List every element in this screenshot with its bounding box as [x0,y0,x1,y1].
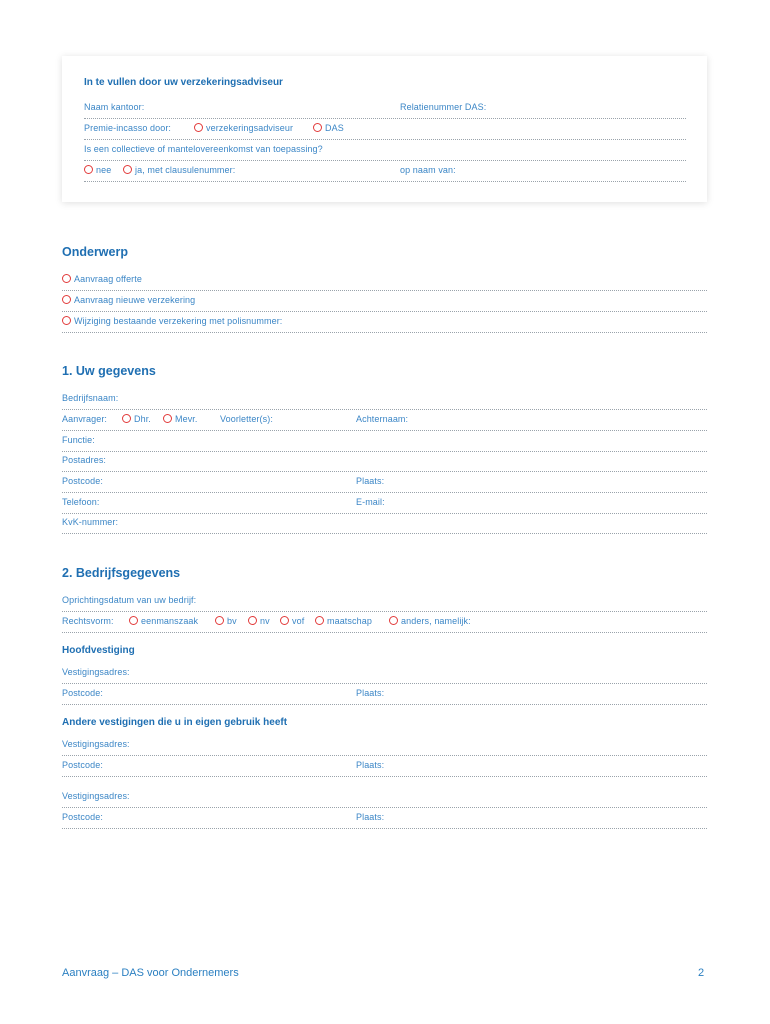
radio-circle-icon[interactable] [315,616,324,625]
row-clausule [84,161,686,182]
option-bv[interactable]: bv [215,616,237,626]
row-wijziging-verzekering [62,312,707,333]
andere-vestigingsadres-2-field[interactable]: Vestigingsadres: [62,791,130,801]
row-aanvraag-offerte [62,270,707,291]
row-naam-kantoor [84,98,686,119]
radio-circle-icon[interactable] [163,414,172,423]
achternaam-field[interactable]: Achternaam: [356,414,409,424]
advisor-box [62,56,707,202]
andere-plaats-2-field[interactable]: Plaats: [356,812,385,822]
andere-plaats-1-field[interactable]: Plaats: [356,760,385,770]
radio-circle-icon[interactable] [129,616,138,625]
op-naam-van-field[interactable]: op naam van: [400,165,456,175]
row-andere-vestigingsadres-2 [62,787,707,808]
radio-circle-icon[interactable] [215,616,224,625]
option-das[interactable]: DAS [313,123,344,133]
row-oprichtingsdatum [62,591,707,612]
row-telefoon-email [62,493,707,514]
radio-circle-icon[interactable] [313,123,322,132]
functie-field[interactable]: Functie: [62,435,95,445]
option-aanvraag-offerte[interactable]: Aanvraag offerte [62,274,142,284]
row-andere-vestigingsadres-1 [62,735,707,756]
hoofd-postcode-field[interactable]: Postcode: [62,688,103,698]
bedrijfsnaam-field[interactable]: Bedrijfsnaam: [62,393,119,403]
row-aanvraag-nieuwe-verzekering [62,291,707,312]
postcode-field[interactable]: Postcode: [62,476,103,486]
option-dhr[interactable]: Dhr. [122,414,151,424]
andere-vestigingsadres-1-field[interactable]: Vestigingsadres: [62,739,130,749]
postadres-field[interactable]: Postadres: [62,455,107,465]
radio-circle-icon[interactable] [84,165,93,174]
row-andere-postcode-plaats-1 [62,756,707,777]
option-aanvraag-nieuwe-verzekering[interactable]: Aanvraag nieuwe verzekering [62,295,195,305]
plaats-field[interactable]: Plaats: [356,476,385,486]
checkbox-circle-icon[interactable] [62,295,71,304]
row-aanvrager [62,410,707,431]
section-title-uw-gegevens: 1. Uw gegevens [62,364,156,378]
option-verzekeringsadviseur[interactable]: verzekeringsadviseur [194,123,293,133]
relatienummer-field[interactable]: Relatienummer DAS: [400,102,487,112]
row-functie [62,431,707,452]
kvk-field[interactable]: KvK-nummer: [62,517,119,527]
option-vof[interactable]: vof [280,616,304,626]
row-collectief [84,140,686,161]
radio-circle-icon[interactable] [248,616,257,625]
option-eenmanszaak[interactable]: eenmanszaak [129,616,198,626]
hoofd-plaats-field[interactable]: Plaats: [356,688,385,698]
checkbox-circle-icon[interactable] [62,274,71,283]
radio-circle-icon[interactable] [123,165,132,174]
row-hoofd-vestigingsadres [62,663,707,684]
option-nee[interactable]: nee [84,165,111,175]
row-rechtsvorm [62,612,707,633]
premie-incasso-label: Premie-incasso door: [84,123,172,133]
row-postadres [62,451,707,472]
option-mevr[interactable]: Mevr. [163,414,198,424]
section-title-bedrijfsgegevens: 2. Bedrijfsgegevens [62,566,181,580]
option-anders[interactable]: anders, namelijk: [389,616,471,626]
andere-postcode-2-field[interactable]: Postcode: [62,812,103,822]
radio-circle-icon[interactable] [280,616,289,625]
row-premie-incasso [84,119,686,140]
hoofd-vestigingsadres-field[interactable]: Vestigingsadres: [62,667,130,677]
page-number: 2 [698,967,705,979]
option-ja-clausulenummer[interactable]: ja, met clausulenummer: [123,165,235,175]
radio-circle-icon[interactable] [122,414,131,423]
aanvrager-label: Aanvrager: [62,414,108,424]
checkbox-circle-icon[interactable] [62,316,71,325]
andere-postcode-1-field[interactable]: Postcode: [62,760,103,770]
row-postcode-plaats [62,472,707,493]
voorletters-field[interactable]: Voorletter(s): [220,414,273,424]
collectief-question: Is een collectieve of mantelovereenkomst van toepassing? [84,144,323,154]
sub-title-hoofdvestiging: Hoofdvestiging [62,645,135,656]
section-title-onderwerp: Onderwerp [62,245,128,259]
naam-kantoor-field[interactable]: Naam kantoor: [84,102,145,112]
advisor-box-title: In te vullen door uw verzekeringsadviseur [84,77,283,88]
option-nv[interactable]: nv [248,616,270,626]
email-field[interactable]: E-mail: [356,497,385,507]
row-hoofd-postcode-plaats [62,684,707,705]
telefoon-field[interactable]: Telefoon: [62,497,100,507]
radio-circle-icon[interactable] [194,123,203,132]
row-bedrijfsnaam [62,389,707,410]
option-maatschap[interactable]: maatschap [315,616,372,626]
rechtsvorm-label: Rechtsvorm: [62,616,114,626]
footer-title: Aanvraag – DAS voor Ondernemers [62,967,239,979]
radio-circle-icon[interactable] [389,616,398,625]
row-andere-postcode-plaats-2 [62,808,707,829]
option-wijziging-verzekering[interactable]: Wijziging bestaande verzekering met polisnummer: [62,316,282,326]
row-kvk [62,513,707,534]
oprichtingsdatum-field[interactable]: Oprichtingsdatum van uw bedrijf: [62,595,197,605]
sub-title-andere-vestigingen: Andere vestigingen die u in eigen gebruik heeft [62,717,288,728]
